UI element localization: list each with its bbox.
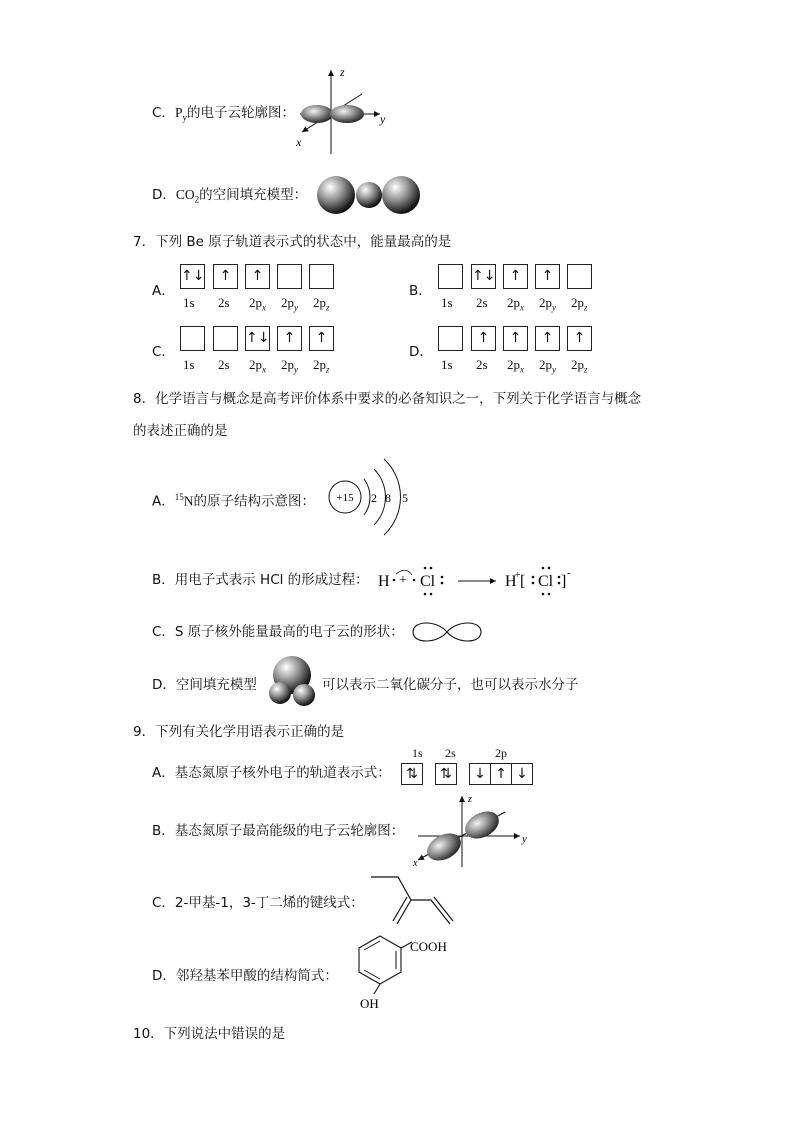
orbital-lobe-upper	[460, 806, 503, 844]
q9a-label-2s: 2s	[445, 746, 456, 760]
q7-option-letter: A．	[152, 283, 175, 299]
q8-option-d-b: 可以表示二氧化碳分子，也可以表示水分子	[322, 677, 579, 693]
product-h: H	[505, 573, 517, 590]
q8-option-d-a: D．空间填充模型	[152, 677, 257, 693]
cl-atom: Cl	[420, 573, 436, 590]
q8-stem-line1: 8．化学语言与概念是高考评价体系中要求的必备知识之一，下列关于化学语言与概念	[133, 391, 642, 407]
q9a-box: ↓	[511, 763, 533, 785]
n15-atom-structure-diagram	[325, 455, 415, 540]
orbital-box: ↑	[503, 326, 528, 351]
q9-option-c: C．2-甲基-1，3-丁二烯的键线式：	[152, 895, 364, 911]
py-lobe-left	[301, 105, 333, 123]
orbital-box	[180, 326, 205, 351]
product-cl: Cl	[538, 573, 554, 590]
orbital-label: $2p_z$	[313, 357, 330, 375]
shell-count-2: 8	[385, 491, 391, 505]
axis-label-x: x	[413, 858, 418, 869]
orbital-box: ↑↓	[245, 326, 270, 351]
q6-option-d: D．$CO_2$的空间填充模型：	[152, 187, 308, 205]
axis-label-x: x	[296, 135, 302, 149]
orbital-box: ↑↓	[471, 264, 496, 289]
orbital-box: ↑	[503, 264, 528, 289]
product-cl-charge: -	[567, 567, 571, 579]
axis-label-y: y	[380, 112, 386, 126]
orbital-box	[438, 264, 463, 289]
py-lobe-right	[330, 105, 364, 123]
co2-space-filling-model	[316, 175, 422, 215]
q9a-box: ↓	[469, 763, 491, 785]
q9-option-d: D．邻羟基苯甲酸的结构简式：	[152, 968, 338, 984]
side-sphere-left	[269, 682, 291, 704]
orbital-label: 2s	[476, 295, 488, 310]
py-orbital-figure	[290, 64, 400, 154]
orbital-label: 1s	[441, 295, 453, 310]
axis-label-z: z	[340, 65, 345, 79]
orbital-box	[277, 264, 302, 289]
q7-option-letter: D．	[409, 344, 433, 360]
orbital-label: 2s	[218, 357, 230, 372]
q8-option-c: C．S 原子核外能量最高的电子云的形状：	[152, 624, 404, 640]
q6-option-c: C．$P_y$的电子云轮廓图：	[152, 105, 295, 123]
p-orbital-dumbbell-shape	[411, 618, 485, 646]
orbital-box: ↑	[535, 326, 560, 351]
orbital-label: $2p_z$	[571, 295, 588, 313]
orbital-box: ↑	[535, 264, 560, 289]
orbital-label: $2p_y$	[539, 357, 556, 375]
orbital-label: $2p_x$	[249, 295, 266, 313]
n-2p-orbital-figure	[410, 792, 535, 867]
orbital-label: $2p_y$	[539, 295, 556, 313]
q8-option-a: A．$^{15}$N的原子结构示意图：	[152, 492, 315, 510]
side-sphere-right	[293, 684, 315, 706]
orbital-label: 2s	[218, 295, 230, 310]
q8-option-b: B．用电子式表示 HCl 的形成过程：	[152, 572, 369, 588]
orbital-box	[213, 326, 238, 351]
orbital-box: ↑	[309, 326, 334, 351]
orbital-label: $2p_x$	[507, 357, 524, 375]
orbital-box: ↑	[245, 264, 270, 289]
q9a-label-2p: 2p	[495, 746, 507, 760]
orbital-box: ↑↓	[180, 264, 205, 289]
orbital-label: 1s	[183, 295, 195, 310]
q9-option-a: A．基态氮原子核外电子的轨道表示式：	[152, 765, 391, 781]
plus-sign: +	[399, 573, 407, 588]
orbital-label: 2s	[476, 357, 488, 372]
shell-count-1: 2	[371, 491, 377, 505]
orbital-label: $2p_x$	[507, 295, 524, 313]
orbital-label: 1s	[441, 357, 453, 372]
oh-group: OH	[360, 996, 379, 1011]
oxygen-sphere-left	[317, 176, 355, 214]
nucleus-charge: +15	[336, 492, 354, 504]
orbital-label: $2p_y$	[281, 357, 298, 375]
orbital-box	[438, 326, 463, 351]
orbital-label: 1s	[183, 357, 195, 372]
carbon-sphere	[356, 182, 382, 208]
orbital-label: $2p_z$	[571, 357, 588, 375]
orbital-box: ↑	[277, 326, 302, 351]
oxygen-sphere-right	[382, 176, 420, 214]
orbital-box: ↑	[471, 326, 496, 351]
product-bracket-right: ]	[561, 573, 567, 590]
orbital-label: $2p_y$	[281, 295, 298, 313]
cooh-group: COOH	[410, 939, 447, 954]
shell-arc-1	[364, 479, 370, 515]
orbital-label: $2p_z$	[313, 295, 330, 313]
product-h-charge: +	[515, 570, 521, 581]
q7-option-letter: C．	[152, 344, 175, 360]
orbital-box: ↑	[213, 264, 238, 289]
product-bracket-left: [	[520, 573, 526, 590]
q10-stem: 10．下列说法中错误的是	[133, 1026, 286, 1042]
q9-stem: 9．下列有关化学用语表示正确的是	[133, 724, 345, 740]
q8-stem-line2: 的表述正确的是	[133, 423, 228, 439]
q9-option-b: B．基态氮原子最高能级的电子云轮廓图：	[152, 823, 405, 839]
q9a-box: ⇅	[401, 763, 423, 785]
orbital-box	[309, 264, 334, 289]
q9a-box: ⇅	[435, 763, 457, 785]
q9a-box: ↑	[490, 763, 512, 785]
isoprene-skeletal-formula	[368, 872, 458, 928]
q9a-label-1s: 1s	[412, 746, 423, 760]
orbital-lobe-lower	[422, 828, 465, 866]
h-atom: H	[378, 573, 390, 590]
hydroxybenzoic-acid-structure	[340, 928, 460, 1014]
orbital-box	[567, 264, 592, 289]
shell-count-3: 5	[402, 491, 408, 505]
orbital-box: ↑	[567, 326, 592, 351]
q7-option-letter: B．	[409, 283, 432, 299]
q7-stem: 7．下列 Be 原子轨道表示式的状态中，能量最高的是	[133, 234, 452, 250]
axis-label-z: z	[468, 794, 472, 805]
axis-label-y: y	[522, 833, 527, 845]
orbital-label: $2p_x$	[249, 357, 266, 375]
hcl-formation-electron-dot	[378, 562, 588, 602]
bent-molecule-space-filling-model	[265, 655, 321, 711]
